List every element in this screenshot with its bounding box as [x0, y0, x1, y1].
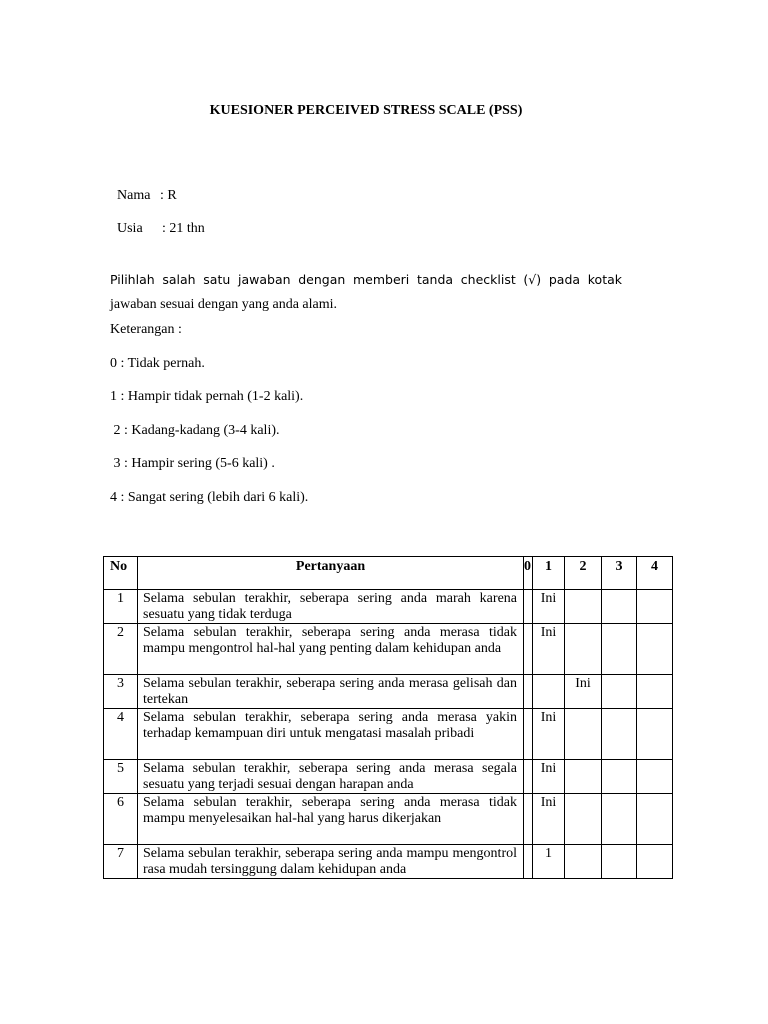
answer-cell-4[interactable]: [637, 760, 673, 794]
instruction-line-2: jawaban sesuai dengan yang anda alami.: [110, 297, 338, 312]
answer-cell-0[interactable]: [524, 590, 533, 624]
answer-cell-0[interactable]: [524, 845, 533, 879]
answer-cell-2[interactable]: [565, 590, 602, 624]
pss-table: [103, 556, 673, 879]
answer-cell-2[interactable]: [565, 624, 602, 675]
header-question: Pertanyaan: [138, 557, 524, 590]
row-question: Selama sebulan terakhir, seberapa sering anda merasa tidak mampu menyelesaikan hal-hal yang harus dikerjakan: [138, 794, 524, 845]
answer-cell-1[interactable]: Ini: [533, 794, 565, 845]
answer-cell-1[interactable]: [533, 675, 565, 709]
name-value: : R: [160, 188, 177, 203]
answer-cell-4[interactable]: [637, 709, 673, 760]
answer-cell-3[interactable]: [602, 794, 637, 845]
answer-cell-4[interactable]: [637, 624, 673, 675]
page-title: KUESIONER PERCEIVED STRESS SCALE (PSS): [209, 103, 523, 118]
legend-item-4: 4 : Sangat sering (lebih dari 6 kali).: [110, 490, 309, 505]
header-score-3: 3: [602, 557, 637, 590]
row-no: 3: [104, 675, 138, 709]
table-row: [104, 624, 673, 675]
table-row: [104, 845, 673, 879]
answer-cell-3[interactable]: [602, 624, 637, 675]
instruction-line-1: Pilihlah salah satu jawaban dengan memberi tanda checklist (√) pada kotak: [110, 272, 622, 287]
row-question: Selama sebulan terakhir, seberapa sering anda merasa segala sesuatu yang terjadi sesuai dengan harapan anda: [138, 760, 524, 794]
legend-item-2: 2 : Kadang-kadang (3-4 kali).: [110, 423, 280, 438]
age-value: : 21 thn: [162, 221, 205, 236]
legend-title: Keterangan :: [110, 322, 182, 337]
answer-cell-1[interactable]: Ini: [533, 590, 565, 624]
row-no: 6: [104, 794, 138, 845]
answer-cell-4[interactable]: [637, 845, 673, 879]
header-score-1: 1: [533, 557, 565, 590]
answer-cell-0[interactable]: [524, 760, 533, 794]
answer-cell-1[interactable]: Ini: [533, 624, 565, 675]
answer-cell-1[interactable]: 1: [533, 845, 565, 879]
name-label: Nama: [117, 188, 151, 203]
row-no: 2: [104, 624, 138, 675]
answer-cell-3[interactable]: [602, 760, 637, 794]
answer-cell-0[interactable]: [524, 794, 533, 845]
answer-cell-3[interactable]: [602, 675, 637, 709]
answer-cell-1[interactable]: Ini: [533, 709, 565, 760]
answer-cell-2[interactable]: [565, 794, 602, 845]
name-line: [110, 172, 177, 204]
answer-cell-4[interactable]: [637, 794, 673, 845]
header-score-2: 2: [565, 557, 602, 590]
age-label: Usia: [117, 221, 143, 236]
header-no: No: [104, 557, 138, 590]
answer-cell-0[interactable]: [524, 624, 533, 675]
answer-cell-4[interactable]: [637, 590, 673, 624]
row-question: Selama sebulan terakhir, seberapa sering anda merasa gelisah dan tertekan: [138, 675, 524, 709]
answer-cell-2[interactable]: Ini: [565, 675, 602, 709]
row-question: Selama sebulan terakhir, seberapa sering anda merasa yakin terhadap kemampuan diri untuk mengatasi masalah pribadi: [138, 709, 524, 760]
answer-cell-3[interactable]: [602, 709, 637, 760]
answer-cell-2[interactable]: [565, 709, 602, 760]
row-question: Selama sebulan terakhir, seberapa sering anda merasa tidak mampu mengontrol hal-hal yang penting dalam kehidupan anda: [138, 624, 524, 675]
answer-cell-3[interactable]: [602, 590, 637, 624]
legend-item-1: 1 : Hampir tidak pernah (1-2 kali).: [110, 389, 304, 404]
answer-cell-0[interactable]: [524, 675, 533, 709]
table-row: [104, 794, 673, 845]
header-score-0: 0: [524, 557, 533, 590]
row-question: Selama sebulan terakhir, seberapa sering anda mampu mengontrol rasa mudah tersinggung dalam kehidupan anda: [138, 845, 524, 879]
table-row: [104, 675, 673, 709]
answer-cell-1[interactable]: Ini: [533, 760, 565, 794]
table-row: [104, 590, 673, 624]
row-question: Selama sebulan terakhir, seberapa sering anda marah karena sesuatu yang tidak terduga: [138, 590, 524, 624]
answer-cell-4[interactable]: [637, 675, 673, 709]
legend-item-0: 0 : Tidak pernah.: [110, 356, 205, 371]
answer-cell-2[interactable]: [565, 845, 602, 879]
row-no: 1: [104, 590, 138, 624]
table-row: [104, 760, 673, 794]
row-no: 4: [104, 709, 138, 760]
answer-cell-3[interactable]: [602, 845, 637, 879]
answer-cell-0[interactable]: [524, 709, 533, 760]
table-row: [104, 709, 673, 760]
header-score-4: 4: [637, 557, 673, 590]
row-no: 7: [104, 845, 138, 879]
answer-cell-2[interactable]: [565, 760, 602, 794]
table-header-row: [104, 557, 673, 590]
age-line: [110, 205, 205, 237]
row-no: 5: [104, 760, 138, 794]
legend-item-3: 3 : Hampir sering (5-6 kali) .: [110, 456, 275, 471]
